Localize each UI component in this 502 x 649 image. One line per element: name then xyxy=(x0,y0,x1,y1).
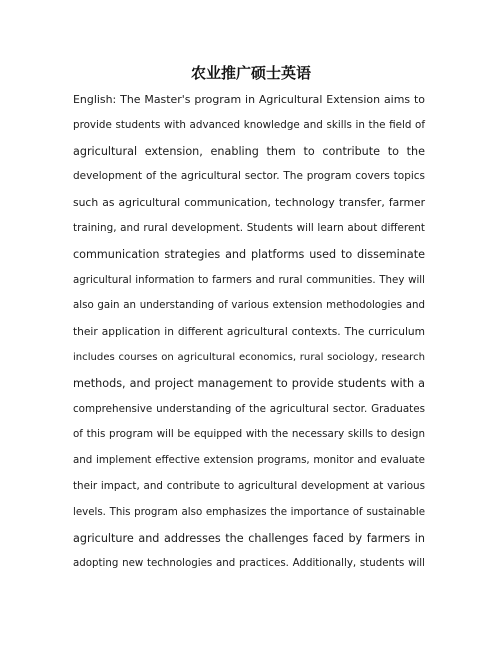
body-line: such as agricultural communication, technology transfer, farmer xyxy=(73,196,425,210)
body-line: agricultural extension, enabling them to contribute to the xyxy=(73,144,425,158)
body-line: their application in different agricultural contexts. The curriculum xyxy=(73,325,425,339)
body-line: adopting new technologies and practices. Additionally, students will xyxy=(73,557,425,570)
body-line: development of the agricultural sector. The program covers topics xyxy=(73,170,425,183)
body-line: includes courses on agricultural economics, rural sociology, research xyxy=(73,351,425,363)
body-line: English: The Master's program in Agricultural Extension aims to xyxy=(73,93,425,106)
body-line: also gain an understanding of various extension methodologies and xyxy=(73,299,425,312)
body-line: and implement effective extension programs, monitor and evaluate xyxy=(73,454,425,467)
body-line: methods, and project management to provide students with a xyxy=(73,376,425,390)
body-line: training, and rural development. Students will learn about different xyxy=(73,221,425,234)
body-line: comprehensive understanding of the agricultural sector. Graduates xyxy=(73,402,425,415)
body-line: their impact, and contribute to agricultural development at various xyxy=(73,479,425,492)
body-line: of this program will be equipped with the necessary skills to design xyxy=(73,428,425,441)
body-line: communication strategies and platforms used to disseminate xyxy=(73,247,425,261)
document-title: 农业推广硕士英语 xyxy=(190,64,311,82)
body-line: agricultural information to farmers and rural communities. They will xyxy=(73,273,425,286)
document-body xyxy=(73,87,425,577)
body-line: agriculture and addresses the challenges faced by farmers in xyxy=(73,531,425,545)
body-line: levels. This program also emphasizes the importance of sustainable xyxy=(73,505,425,518)
body-line: provide students with advanced knowledge and skills in the field of xyxy=(73,118,425,131)
